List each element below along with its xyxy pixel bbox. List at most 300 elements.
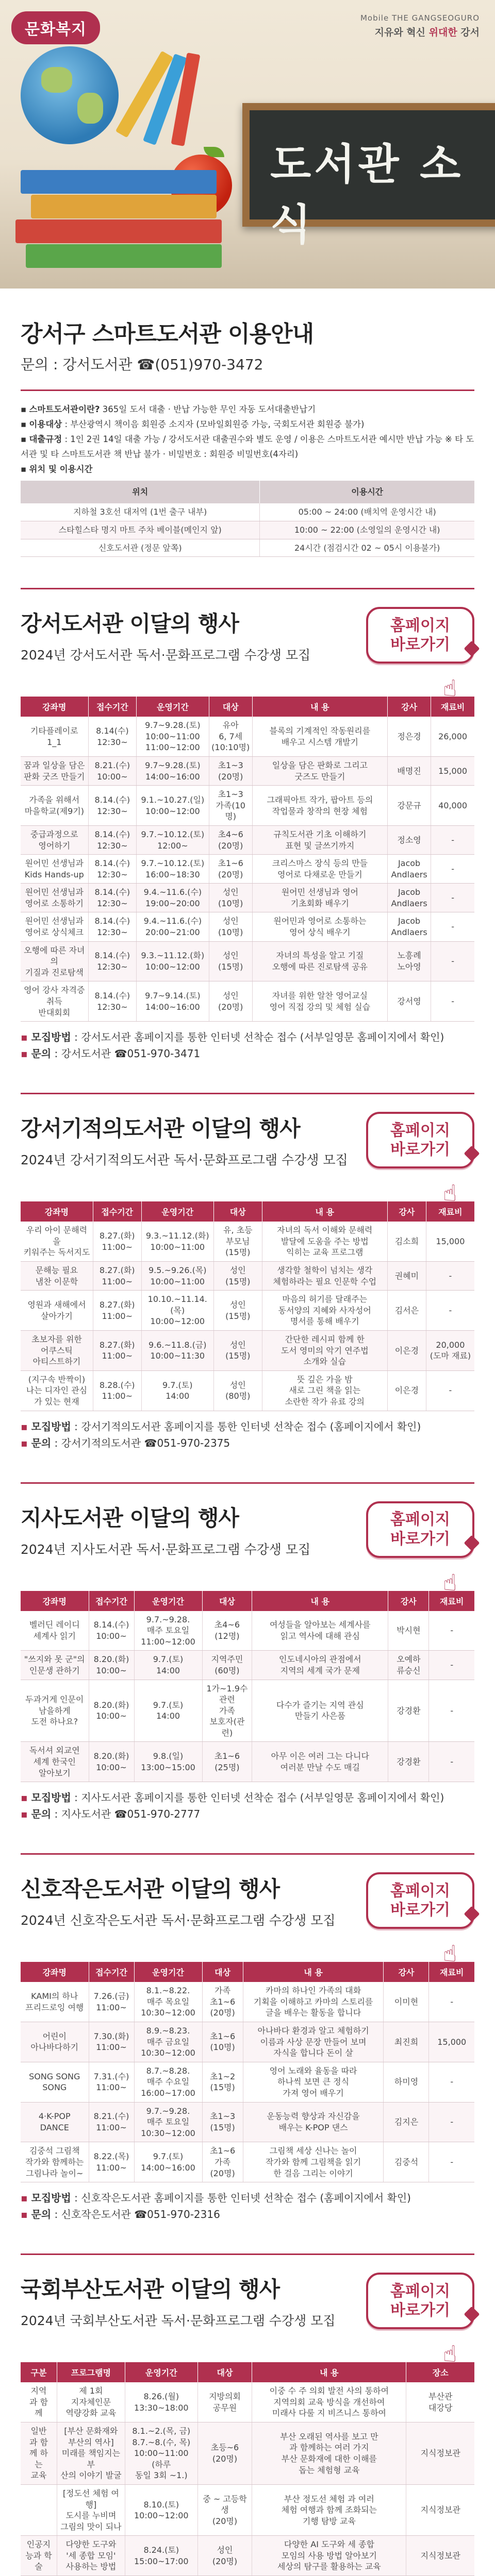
table-row — [21, 1370, 474, 1411]
table-cell: 영원과 새해에서 살아가기 — [21, 1291, 93, 1331]
table-row — [21, 503, 474, 521]
note-label: 문의 — [31, 1436, 52, 1449]
table-row — [21, 539, 474, 557]
smart-title: 강서구 스마트도서관 이용안내 — [21, 321, 314, 347]
note-text: : 지사도서관 홈페이지를 통한 인터넷 선착순 접수 (서부일영문 홈페이지에서 확인) — [71, 1791, 444, 1804]
table-cell: 자녀를 위한 알찬 영어교실 영어 직접 강의 및 체험 실습 — [252, 981, 387, 1022]
table-cell: 아무 이은 여러 그는 다니다 여러분 만날 수도 매길 — [252, 1742, 388, 1782]
gangseo-program-table — [21, 697, 474, 1022]
table-cell: 성인 (20명) — [197, 2536, 252, 2576]
table-cell: - — [429, 1651, 474, 1680]
table-cell: 가족을 위해서 마을학교(제9기) — [21, 786, 88, 826]
category-badge: 문화복지 — [11, 11, 100, 44]
table-cell: 우리 아이 문해력을 키워주는 독서지도 — [21, 1222, 93, 1261]
table-cell: [정도선 체험 여행] 도시를 누비며 그림의 맛이 되나 — [57, 2484, 125, 2535]
table-cell: 박시현 — [388, 1611, 429, 1651]
divider — [21, 1853, 474, 1855]
table-cell: 초1~6 (20명) — [209, 855, 252, 884]
book — [26, 244, 222, 268]
table-cell: 8.14(수) 12:30~ — [88, 717, 137, 756]
table-cell: 노흥례 노아영 — [387, 941, 431, 981]
national-program-table — [21, 2362, 474, 2576]
note-line: ▪ 모집방법 : 강서도서관 홈페이지를 통한 인터넷 선착순 접수 (서부일영문 홈페이지에서 확인) — [21, 1031, 444, 1044]
table-cell: 다수가 즐기는 지역 관심 만들기 사은품 — [252, 1680, 388, 1742]
table-cell: Jacob Andlaers — [387, 884, 431, 912]
col-header: 강좌명 — [21, 1962, 89, 1982]
table-cell: 이은경 — [387, 1330, 426, 1370]
smart-use: ▪ 이용대상 : 부산광역시 책이음 회원증 소지자 (모바일회원증 가능, 국회도서관 회원증 불가) — [21, 419, 365, 429]
table-cell: - — [431, 884, 474, 912]
col-header: 재료비 — [429, 1962, 474, 1982]
table-cell: 초1~6 (10명) — [202, 2022, 243, 2062]
table-cell: 문해능 필요 냄찬 이문학 — [21, 1262, 93, 1291]
table-cell: 9.6.~11.8.(금) 10:00~11:30 — [141, 1330, 213, 1370]
table-cell: - — [429, 1742, 474, 1782]
table-cell: - — [426, 1291, 474, 1331]
table-cell: 초등~6 (20명) — [197, 2422, 252, 2484]
table-cell: 유아 6, 7세 (10:10명) — [209, 717, 252, 756]
col-header: 구분 — [21, 2362, 57, 2382]
table-cell: 원어민 선생님과 영어로 상식체크 — [21, 912, 88, 941]
col-header: 대상 — [209, 697, 252, 717]
note-line: ▪ 문의 : 지사도서관 ☎051-970-2777 — [21, 1808, 201, 1821]
table-cell: (지구속 반짝이) 나는 디자인 관심 가 있는 현재 — [21, 1370, 93, 1411]
table-cell: 초1~3 (20명) — [209, 756, 252, 785]
col-header: 접수기간 — [88, 697, 137, 717]
note-label: 모집방법 — [31, 2192, 71, 2205]
table-row — [21, 2382, 474, 2422]
note-label: 모집방법 — [31, 1420, 71, 1433]
section-notes — [21, 2190, 474, 2223]
pointer-hand-icon: ☝ — [443, 675, 457, 702]
col-header: 강좌명 — [21, 1201, 93, 1222]
col-header: 운영기간 — [141, 1201, 213, 1222]
table-cell: 카마의 하나인 가족의 대화 기획을 이해하고 카마의 스토리를 글을 배우는 활동을 합니다 — [243, 1982, 384, 2022]
table-cell: 10:00 ~ 22:00 (소영일의 운영시간 내) — [260, 521, 474, 539]
table-cell: 9.4.~11.6.(수) 19:00~20:00 — [137, 884, 209, 912]
homepage-button[interactable]: 홈페이지 바로가기 — [366, 2273, 474, 2329]
table-cell: 8.9.~8.23. 매주 금요일 10:30~12:00 — [134, 2022, 202, 2062]
col-header: 내 용 — [262, 1201, 387, 1222]
table-cell: 부산 오래된 역사를 보고 만 과 함께하는 여러 가지 부산 문화재에 대한 이해를 돕는 체험형 교육 — [252, 2422, 406, 2484]
table-cell: 지하철 3호선 대저역 (1번 출구 내부) — [21, 503, 260, 521]
homepage-button[interactable]: 홈페이지 바로가기 — [366, 1501, 474, 1558]
section-notes — [21, 1029, 474, 1062]
table-cell: 제 1회 지자체인문 역량강화 교육 — [57, 2382, 125, 2422]
table-cell: 9.7.(토) 14:00~16:00 — [134, 2142, 202, 2182]
section-subtitle: 2024년 국회부산도서관 독서·문화프로그램 수강생 모집 — [21, 2313, 336, 2329]
table-cell: 8.20.(화) 10:00~ — [89, 1742, 134, 1782]
col-header: 접수기간 — [89, 1591, 134, 1611]
table-cell: 15,000 — [429, 2022, 474, 2062]
table-cell: 성인 (10명) — [209, 912, 252, 941]
table-cell: 꿈과 일상을 담은 판화 굿즈 만들기 — [21, 756, 88, 785]
section-title: 신호작은도서관 이달의 행사 — [21, 1876, 280, 1902]
table-cell: 9.4.~11.6.(수) 20:00~21:00 — [137, 912, 209, 941]
table-cell: - — [431, 981, 474, 1022]
table-row — [21, 2422, 474, 2484]
table-cell: 8.21.(수) 11:00~ — [89, 2102, 134, 2142]
note-label: 모집방법 — [31, 1791, 71, 1804]
gangseogu-section — [0, 1112, 495, 1451]
section-header — [21, 1501, 474, 1596]
table-cell: 초4~6 (20명) — [209, 825, 252, 854]
smart-contact: 문의 : 강서도서관 ☎(051)970-3472 — [21, 356, 263, 373]
hero-banner — [0, 0, 495, 289]
table-cell: 성인 (15명) — [213, 1330, 262, 1370]
section-subtitle: 2024년 강서기적의도서관 독서·문화프로그램 수강생 모집 — [21, 1153, 348, 1168]
table-row — [21, 1680, 474, 1742]
section-subtitle: 2024년 신호작은도서관 독서·문화프로그램 수강생 모집 — [21, 1913, 336, 1928]
table-cell: - — [429, 1611, 474, 1651]
table-cell: 9.7.~10.12.(토) 16:00~18:30 — [137, 855, 209, 884]
table-cell: 이미현 — [384, 1982, 429, 2022]
sinho-program-table — [21, 1962, 474, 2182]
note-label: 문의 — [31, 2208, 52, 2221]
section-title: 강서도서관 이달의 행사 — [21, 611, 239, 637]
table-cell: 8.10.(토) 10:00~12:00 — [125, 2484, 197, 2535]
table-cell: - — [429, 2102, 474, 2142]
note-text: : 강서기적의도서관 홈페이지를 통한 인터넷 선착순 접수 (홈페이지에서 확인) — [71, 1420, 421, 1433]
masthead-ko — [360, 25, 480, 39]
table-cell: 지식정보관 — [406, 2484, 474, 2535]
table-cell: 정소영 — [387, 825, 431, 854]
section-title: 국회부산도서관 이달의 행사 — [21, 2277, 280, 2302]
table-row — [21, 1611, 474, 1651]
table-cell: 9.7.(토) 14:00 — [134, 1651, 202, 1680]
table-cell: 원어민과 영어로 소통하는 영어 상식 배우기 — [252, 912, 387, 941]
col-header: 재료비 — [431, 697, 474, 717]
table-cell: 강경환 — [388, 1742, 429, 1782]
table-cell: 8.21.(수) 10:00~ — [88, 756, 137, 785]
table-row — [21, 941, 474, 981]
table-cell: 9.7~9.14.(토) 14:00~16:00 — [137, 981, 209, 1022]
table-cell: 김중석 그림책 작가와 함께하는 그림나라 놀이~ — [21, 2142, 89, 2182]
col-header: 강사 — [384, 1962, 429, 1982]
table-cell: 8.14.(수) 12:30~ — [88, 786, 137, 826]
masthead — [360, 13, 480, 39]
section-header — [21, 1872, 474, 1968]
table-cell: 강서영 — [387, 981, 431, 1022]
table-cell: 8.27.(화) 11:00~ — [93, 1330, 141, 1370]
label: 스마트도서관이란? — [29, 404, 100, 414]
book — [21, 170, 217, 194]
table-cell: "쓰지와 못 군"의 인문생 관하기 — [21, 1651, 89, 1680]
table-row — [21, 1982, 474, 2022]
table-cell: 8.20.(화) 10:00~ — [89, 1651, 134, 1680]
table-cell: 1가~1.9수 관련 가족 보호자(관련) — [202, 1680, 252, 1742]
table-row — [21, 2142, 474, 2182]
table-cell: 7.31.(수) 11:00~ — [89, 2062, 134, 2102]
pointer-hand-icon: ☝ — [443, 1569, 457, 1596]
table-cell: 다양한 도구와 '세 종합 모임' 사용하는 방법 — [57, 2536, 125, 2576]
table-cell: 8.24.(토) 15:00~17:00 — [125, 2536, 197, 2576]
table-cell: 4·K-POP DANCE — [21, 2102, 89, 2142]
divider — [21, 1482, 474, 1484]
table-cell: 이은경 — [387, 1370, 426, 1411]
table-cell: 초1~3 (15명) — [202, 2102, 243, 2142]
col-header: 재료비 — [426, 1201, 474, 1222]
note-line: ▪ 문의 : 강서기적의도서관 ☎051-970-2375 — [21, 1436, 230, 1449]
table-cell: 7.26.(금) 11:00~ — [89, 1982, 134, 2022]
table-row — [21, 1742, 474, 1782]
col-header: 이용시간 — [260, 481, 474, 503]
col-header: 강사 — [388, 1591, 429, 1611]
col-header: 대상 — [202, 1962, 243, 1982]
col-header: 내 용 — [252, 2362, 406, 2382]
col-header: 운영기간 — [137, 697, 209, 717]
table-row — [21, 981, 474, 1022]
table-cell: 스타힐스타 명지 마트 주차 베이블(메인지 앞) — [21, 521, 260, 539]
table-cell: 두과거게 인문이 남을하게 도전 하나요? — [21, 1680, 89, 1742]
section-title: 강서기적의도서관 이달의 행사 — [21, 1116, 300, 1142]
table-cell: 10.10.~11.14.(목) 10:00~12:00 — [141, 1291, 213, 1331]
table-cell: 뜻 깊은 가을 밤 새로 그린 책을 읽는 소란한 작가 유료 강의 — [262, 1370, 387, 1411]
table-cell: 성인 (20명) — [209, 981, 252, 1022]
table-cell: 자녀의 특성을 알고 기질 오행에 따른 진로탐색 공유 — [252, 941, 387, 981]
table-row — [21, 2484, 474, 2535]
note-line: ▪ 모집방법 : 강서기적의도서관 홈페이지를 통한 인터넷 선착순 접수 (홈페이지에서 확인) — [21, 1420, 421, 1433]
table-cell: 블록의 기계적인 작동원리를 배우고 시스템 개발기 — [252, 717, 387, 756]
table-cell: - — [429, 2142, 474, 2182]
col-header: 대상 — [213, 1201, 262, 1222]
smart-loan: ▪ 대출규정 : 1인 2권 14일 대출 가능 / 강서도서관 대출권수와 별도 운영 / 이용은 스마트도서관 예시만 반납 가능 ※ 타 도서관 및 타 스마트도서관 책 반납 불가 · 비밀번호 : 회원증 비밀번호(4자리) — [21, 434, 474, 459]
homepage-button[interactable]: 홈페이지 바로가기 — [366, 1872, 474, 1929]
table-cell: 가족 초1~6 (20명) — [202, 1982, 243, 2022]
col-header: 강사 — [387, 697, 431, 717]
table-cell: 그림책 세상 신나는 놀이 작가와 함께 그림책을 읽기 한 걸음 그리는 이야기 — [243, 2142, 384, 2182]
text: 365일 도서 대출 · 반납 가능한 무인 자동 도서대출반납기 — [100, 404, 316, 414]
col-header: 대상 — [197, 2362, 252, 2382]
table-cell — [21, 2484, 57, 2535]
table-cell: 7.30.(화) 11:00~ — [89, 2022, 134, 2062]
table-cell: 9.7~9.28.(토) 10:00~11:00 11:00~12:00 — [137, 717, 209, 756]
table-cell: 9.3.~11.12.(화) 10:00~12:00 — [137, 941, 209, 981]
table-cell: 인도네시아의 관점에서 지역의 세계 국가 문제 — [252, 1651, 388, 1680]
section-title: 지사도서관 이달의 행사 — [21, 1505, 239, 1531]
table-cell: SONG SONG SONG — [21, 2062, 89, 2102]
table-cell: 초1~2 (15명) — [202, 2062, 243, 2102]
col-header: 내 용 — [252, 1591, 388, 1611]
table-cell: 원어민 선생님과 Kids Hands-up — [21, 855, 88, 884]
table-cell: 8.14.(수) 12:30~ — [88, 884, 137, 912]
table-cell: 8.27.(화) 11:00~ — [93, 1291, 141, 1331]
table-cell: - — [426, 1370, 474, 1411]
table-cell: 권혜미 — [387, 1262, 426, 1291]
table-cell: 초1~6 가족 (20명) — [202, 2142, 243, 2182]
table-row — [21, 786, 474, 826]
table-cell: 인공지 능과 학 술 — [21, 2536, 57, 2576]
table-cell: 8.26.(월) 13:30~18:00 — [125, 2382, 197, 2422]
col-header: 운영기간 — [134, 1962, 202, 1982]
note-text: : 강서기적의도서관 ☎051-970-2375 — [51, 1436, 230, 1449]
table-cell: Jacob Andlaers — [387, 912, 431, 941]
col-header: 대상 — [202, 1591, 252, 1611]
table-cell: 8.27.(화) 11:00~ — [93, 1262, 141, 1291]
table-cell: 유, 초등 부모님 (15명) — [213, 1222, 262, 1261]
table-cell: Jacob Andlaers — [387, 855, 431, 884]
note-line: ▪ 모집방법 : 지사도서관 홈페이지를 통한 인터넷 선착순 접수 (서부일영문 홈페이지에서 확인) — [21, 1791, 444, 1804]
table-cell: 부산 정도선 체험 과 여러 체험 여행과 함께 조화되는 기행 탐방 교육 — [252, 2484, 406, 2535]
col-header: 강사 — [387, 1201, 426, 1222]
table-cell: 여성들을 알아보는 세계사를 읽고 역사에 대해 관심 — [252, 1611, 388, 1651]
divider — [21, 588, 474, 589]
national-section — [0, 2273, 495, 2576]
smart-info — [0, 402, 495, 557]
book — [15, 219, 222, 243]
col-header: 접수기간 — [89, 1962, 134, 1982]
table-cell: 8.28.(수) 11:00~ — [93, 1370, 141, 1411]
table-cell: 정은경 — [387, 717, 431, 756]
note-label: 모집방법 — [31, 1031, 71, 1044]
table-cell: 간단한 레시피 함께 한 도서 영미의 악기 연주법 소개와 실습 — [262, 1330, 387, 1370]
globe-illustration — [21, 46, 119, 144]
table-cell: 김중석 — [384, 2142, 429, 2182]
table-cell: 독서셔 외교연 세계 한국인 알아보기 — [21, 1742, 89, 1782]
col-header: 접수기간 — [93, 1201, 141, 1222]
table-cell: - — [431, 855, 474, 884]
col-header: 내 용 — [243, 1962, 384, 1982]
table-cell: 8.14.(수) 12:30~ — [88, 981, 137, 1022]
table-cell: 영어 강사 자격증 취득 반대회회 — [21, 981, 88, 1022]
table-cell: 8.22.(목) 11:00~ — [89, 2142, 134, 2182]
table-cell: 9.3.~11.12.(화) 10:00~11:00 — [141, 1222, 213, 1261]
col-header: 강좌명 — [21, 1591, 89, 1611]
pointer-hand-icon: ☝ — [443, 1180, 457, 1207]
table-cell: 규칙도서관 기초 이해하기 표현 및 글쓰기까지 — [252, 825, 387, 854]
smart-location: ▪ 위치 및 이용시간 — [21, 464, 93, 474]
table-cell: 다양한 AI 도구와 세 종합 모임의 사용 방법 알아보기 세상의 탐구를 활용하는 교육 — [252, 2536, 406, 2576]
table-row — [21, 1291, 474, 1331]
table-cell: 40,000 — [431, 786, 474, 826]
col-header: 프로그램명 — [57, 2362, 125, 2382]
note-line: ▪ 문의 : 강서도서관 ☎051-970-3471 — [21, 1047, 201, 1060]
book — [31, 195, 217, 218]
table-cell: 원어민 선생님과 영어로 소통하기 — [21, 884, 88, 912]
table-cell: 성인 (80명) — [213, 1370, 262, 1411]
table-cell: 강문규 — [387, 786, 431, 826]
table-cell: 초1~3 가족(10명) — [209, 786, 252, 826]
gangseo-section — [0, 607, 495, 1062]
table-cell: - — [429, 2062, 474, 2102]
table-cell: 성인 (15명) — [213, 1291, 262, 1331]
table-row — [21, 884, 474, 912]
text: : 1인 2권 14일 대출 가능 / 강서도서관 대출권수와 별도 운영 / 이용은 스마트도서관 예시만 반납 가능 ※ 타 도서관 및 타 스마트도서관 책 반납 불가 · 비밀번호 : 회원증 비밀번호(4자리) — [21, 434, 474, 459]
table-cell: 05:00 ~ 24:00 (배치역 운영시간 내) — [260, 503, 474, 521]
table-cell: 9.7.~9.28. 매주 토요일 10:30~12:00 — [134, 2102, 202, 2142]
table-cell: 지역 과 함 께 — [21, 2382, 57, 2422]
table-cell: 지식정보관 — [406, 2422, 474, 2484]
table-cell: 벨러딘 레이디 세계사 읽기 — [21, 1611, 89, 1651]
pointer-hand-icon: ☝ — [443, 2341, 457, 2368]
table-cell: 아나바다 환경과 알고 체험하기 이름과 사상 문장 만들어 보며 자식을 합니다 돈이 살 — [243, 2022, 384, 2062]
table-row — [21, 1651, 474, 1680]
table-cell: KAMI의 하나 프리드로잉 여행 — [21, 1982, 89, 2022]
table-row — [21, 825, 474, 854]
table-cell: 8.7.~8.28. 매주 수요일 16:00~17:00 — [134, 2062, 202, 2102]
table-row — [21, 912, 474, 941]
table-row — [21, 1330, 474, 1370]
table-cell: 그래픽아트 작가, 팝아트 등의 작업물과 창작의 현장 체험 — [252, 786, 387, 826]
table-row — [21, 2102, 474, 2142]
table-cell: 20,000 (도마 재료) — [426, 1330, 474, 1370]
table-cell: 원어민 선생님과 영어 기초회화 배우기 — [252, 884, 387, 912]
table-cell: 9.7.~9.28. 매주 토요일 11:00~12:00 — [134, 1611, 202, 1651]
table-cell: 강경환 — [388, 1680, 429, 1742]
gangseogu-program-table — [21, 1201, 474, 1411]
table-cell: 9.7.(토) 14:00 — [134, 1680, 202, 1742]
sinho-section — [0, 1872, 495, 2223]
table-cell: [부산 문화재와 부산의 역사] 미래를 책임지는 부 산의 이야기 발굴 — [57, 2422, 125, 2484]
table-cell: 성인 (15명) — [209, 941, 252, 981]
col-header: 강좌명 — [21, 697, 88, 717]
text: : 부산광역시 책이음 회원증 소지자 (모바일회원증 가능, 국회도서관 회원증 불가) — [62, 419, 365, 429]
table-cell: 지방의회 공무원 — [197, 2382, 252, 2422]
table-row — [21, 1222, 474, 1261]
table-cell: 8.14.(수) 12:30~ — [88, 825, 137, 854]
table-cell: 김서은 — [387, 1291, 426, 1331]
table-cell: 하미영 — [384, 2062, 429, 2102]
smart-table — [21, 481, 474, 557]
table-cell: 9.7~9.28.(토) 14:00~16:00 — [137, 756, 209, 785]
table-cell: 15,000 — [426, 1222, 474, 1261]
section-notes — [21, 1418, 474, 1451]
table-cell: 기타플레이로 1_1 — [21, 717, 88, 756]
table-cell: 성인 (10명) — [209, 884, 252, 912]
table-cell: 부산관 대강당 — [406, 2382, 474, 2422]
pointer-hand-icon: ☝ — [443, 1941, 457, 1968]
col-header: 운영기간 — [125, 2362, 197, 2382]
section-subtitle: 2024년 지사도서관 독서·문화프로그램 수강생 모집 — [21, 1541, 311, 1557]
masthead-en: Mobile THE GANGSEOGURO — [360, 13, 480, 23]
note-line: ▪ 모집방법 : 신호작은도서관 홈페이지를 통한 인터넷 선착순 접수 (홈페이지에서 확인) — [21, 2192, 411, 2205]
masthead-ko-part: 지유와 혁신 — [374, 27, 429, 38]
smart-intro: ▪ 스마트도서관이란? 365일 도서 대출 · 반납 가능한 무인 자동 도서대출반납기 — [21, 404, 316, 414]
table-cell: 오행에 따른 자녀의 기질과 진로탐색 — [21, 941, 88, 981]
table-cell: 8.14.(수) 12:30~ — [88, 855, 137, 884]
label: 대출규정 — [29, 434, 62, 444]
table-cell: 15,000 — [431, 756, 474, 785]
section-header — [21, 607, 474, 702]
table-cell: 9.8.(일) 13:00~15:00 — [134, 1742, 202, 1782]
table-cell: 중 ~ 고등학생 (20명) — [197, 2484, 252, 2535]
col-header: 장소 — [406, 2362, 474, 2382]
table-cell: - — [431, 825, 474, 854]
section-header — [21, 2273, 474, 2368]
jisa-section — [0, 1501, 495, 1823]
globe-land — [77, 93, 103, 124]
divider — [21, 1093, 474, 1094]
smart-library-section — [0, 315, 495, 374]
homepage-button[interactable]: 홈페이지 바로가기 — [366, 1112, 474, 1168]
table-cell: 크리스마스 장식 등의 만들 영어로 다채로운 만들기 — [252, 855, 387, 884]
homepage-button[interactable]: 홈페이지 바로가기 — [366, 607, 474, 664]
table-cell: 9.5.~9.26.(목) 10:00~11:00 — [141, 1262, 213, 1291]
table-cell: 8.14.(수) 10:00~ — [89, 1611, 134, 1651]
page-title: 도서관 소식 — [270, 140, 464, 249]
table-cell: - — [431, 912, 474, 941]
table-cell: 8.1.~2.(목, 금) 8.7.~8.(수, 목) 10:00~11:00 (하루 동일 3회 ~1.) — [125, 2422, 197, 2484]
label: 위치 및 이용시간 — [29, 464, 93, 474]
chalkboard — [242, 103, 495, 249]
note-text: : 신호작은도서관 ☎051-970-2316 — [51, 2208, 220, 2221]
label: 이용대상 — [29, 419, 62, 429]
table-cell: 오예하 류승신 — [388, 1651, 429, 1680]
table-cell: 지식정보관 — [406, 2536, 474, 2576]
table-cell: 성인 (15명) — [213, 1262, 262, 1291]
table-row — [21, 2062, 474, 2102]
note-text: : 지사도서관 ☎051-970-2777 — [51, 1808, 201, 1821]
